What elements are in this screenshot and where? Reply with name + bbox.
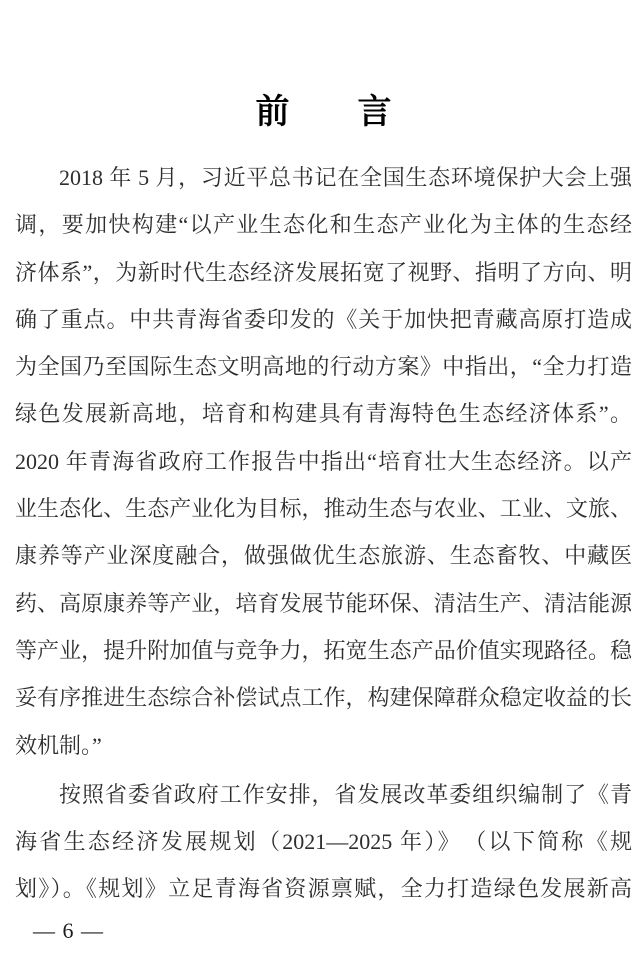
text-line: 药、高原康养等产业，培育发展节能环保、清洁生产、清洁能源 [15,590,632,616]
text-line: 划》）。《规划》立足青海省资源禀赋，全力打造绿色发展新高 [15,876,632,902]
text-line: 济体系”，为新时代生态经济发展拓宽了视野、指明了方向、明 [15,259,632,285]
text-line: 调，要加快构建“以产业生态化和生态产业化为主体的生态经 [15,212,632,238]
text-line: 确了重点。中共青海省委印发的《关于加快把青藏高原打造成 [15,306,632,332]
text-line: 海省生态经济发展规划（2021—2025 年）》 （以下简称《规 [15,829,632,855]
paragraph-1 [15,154,632,769]
text-line: 2020 年青海省政府工作报告中指出“培育壮大生态经济。以产 [15,448,632,474]
text-line: 效机制。” [15,732,102,758]
text-line: 绿色发展新高地，培育和构建具有青海特色生态经济体系”。 [15,401,632,427]
text-line: 康养等产业深度融合，做强做优生态旅游、生态畜牧、中藏医 [15,543,632,569]
text-line: 妥有序推进生态综合补偿试点工作，构建保障群众稳定收益的长 [15,685,632,711]
text-line: 为全国乃至国际生态文明高地的行动方案》中指出，“全力打造 [15,354,632,380]
page-title: 前 言 [255,94,392,131]
text-line: 按照省委省政府工作安排，省发展改革委组织编制了《青 [59,781,632,807]
preface-body [15,154,632,913]
text-line: 2018 年 5 月，习近平总书记在全国生态环境保护大会上强 [59,165,632,190]
text-line: 等产业，提升附加值与竞争力，拓宽生态产品价值实现路径。稳 [15,637,632,663]
text-line: 业生态化、生态产业化为目标，推动生态与农业、工业、文旅、 [15,496,632,522]
page-number: — 6 — [33,918,104,943]
paragraph-2 [15,771,632,913]
